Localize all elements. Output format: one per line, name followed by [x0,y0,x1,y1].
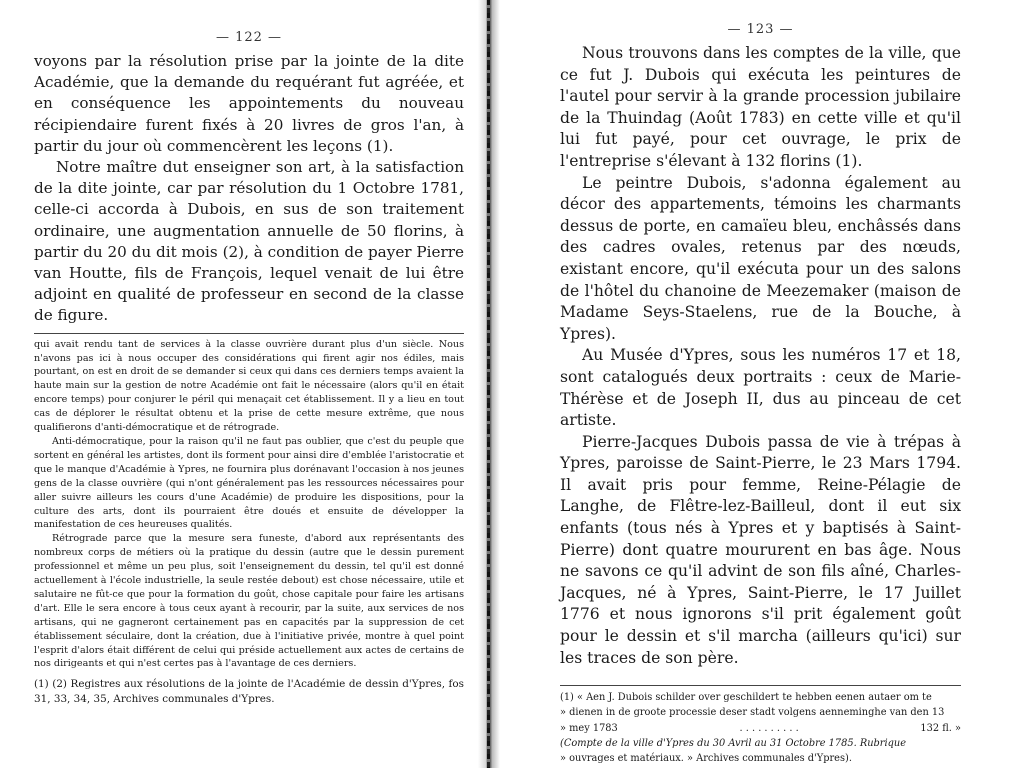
left-note-paragraph-3: Rétrograde parce que la mesure sera funeste, d'abord aux représentants des nombreux corps de métiers où la pratique du dessin (autre que le dessin purement professionnel et même un peu plus, soit l'enseignement du dessin, tel qu'il est donné actuellement à l'école industrielle, la seule restée debout) est chose nécessaire, utile et salutaire ne fût-ce que pour la formation du goût, chose capitale pour faire les artisans d'art. Elle le sera encore à tous ceux ayant à recourir, par la suite, aux services de nos artisans, qui ne gagneront certainement pas en capacités par la suppression de cet établissement séculaire, dont la création, due à l'initiative privée, montre à quel point l'esprit d'alors était différent de celui qui préside actuellement aux actes de certains de nos dirigeants et qui n'est certes pas à l'avantage de ces derniers. [34,533,464,670]
right-paragraph-2: Le peintre Dubois, s'adonna également au décor des appartements, témoins les charmants dessus de porte, en camaïeu bleu, enchâssés dans des cadres ovales, retenus par des nœuds, existant encore, qu'il exécuta pour un des salons de l'hôtel du chanoine de Meezemaker (maison de Madame Seys-Staelens, rue de la Bouche, à Ypres). [560,173,961,343]
right-footnote-line-2: » dienen in de groote processie deser stadt volgens aenneminghe van den 13 [560,707,945,719]
right-footnote [560,690,961,766]
left-footnote [34,677,464,707]
right-body-text [560,43,961,669]
right-paragraph-1: Nous trouvons dans les comptes de la ville, que ce fut J. Dubois qui exécuta les peintures de l'autel pour servir à la grande procession jubilaire de la Thuindag (Août 1783) en cette ville et qu'il lui fut payé, pour cet ouvrage, le prix de l'entreprise s'élevant à 132 florins (1). [560,44,961,170]
left-paragraph-1: voyons par la résolution prise par la jointe de la dite Académie, que la demande du requérant fut agréée, et en conséquence les appointements du nouveau récipiendaire furent fixés à 20 livres de gros l'an, à partir du jour où commencèrent les leçons (1). [34,52,464,155]
left-footnote-rule [34,333,464,334]
right-footnote-line-4: (Compte de la ville d'Ypres du 30 Avril au 31 Octobre 1785. Rubrique [560,737,907,749]
right-footnote-line-1: (1) « Aen J. Dubois schilder over geschildert te hebben eenen autaer om te [560,692,932,704]
right-page-number: — 123 — [727,22,794,37]
right-paragraph-4: Pierre-Jacques Dubois passa de vie à trépas à Ypres, paroisse de Saint-Pierre, le 23 Mars 1794. Il avait pris pour femme, Reine-Pélagie de Langhe, de Flêtre-lez-Bailleul, dont il eut six enfants (tous nés à Ypres et y baptisés à Saint-Pierre) dont quatre moururent en bas âge. Nous ne savons ce qu'il advint de son fils aîné, Charles-Jacques, né à Ypres, Saint-Pierre, le 17 Juillet 1776 et nous ignorons s'il prit également goût pour le dessin et s'il marcha (ailleurs qu'ici) sur les traces de son père. [560,432,961,667]
right-footnote-date: » mey 1783 [560,722,618,734]
left-body-text [34,51,464,327]
left-page-number: — 122 — [215,30,283,45]
left-continued-note [34,338,464,672]
right-page [490,0,1017,768]
right-paragraph-3: Au Musée d'Ypres, sous les numéros 17 et 18, sont catalogués deux portraits : ceux de Marie-Thérèse et de Joseph II, dus au pinceau de cet artiste. [560,346,961,430]
book-gutter [478,0,500,768]
left-footnote-text: (1) (2) Registres aux résolutions de la jointe de l'Académie de dessin d'Ypres, fos 31, 33, 34, 35, Archives communales d'Ypres. [34,678,464,706]
right-footnote-line-5: » ouvrages et matériaux. » Archives communales d'Ypres). [560,753,852,765]
left-page [0,0,490,768]
left-note-paragraph-2: Anti-démocratique, pour la raison qu'il ne faut pas oublier, que c'est du peuple que sortent en général les artistes, dont ils forment pour ainsi dire d'emblée l'aristocratie et que le manque d'Académie à Ypres, ne fournira plus dorénavant l'occasion à nos jeunes gens de la classe ouvrière (qui n'ont généralement pas les ressources nécessaires pour aller suivre ailleurs les cours d'une Académie) de produire les dispositions, pour la culture des arts, dont ils pourraient être doués et ensuite de développer la manifestation de ces heureuses qualités. [34,435,464,531]
right-footnote-leader-dots: . . . . . . . . . . [739,722,799,734]
left-paragraph-2: Notre maître dut enseigner son art, à la satisfaction de la dite jointe, car par résolution du 1 Octobre 1781, celle-ci accorda à Dubois, en sus de son traitement ordinaire, une augmentation annuelle de 50 florins, à partir du 20 du dit mois (2), à condition de payer Pierre van Houtte, fils de François, lequel venait de lui être adjoint en qualité de professeur en second de la classe de figure. [34,158,464,325]
right-footnote-line-3 [560,721,961,736]
left-note-paragraph-1: qui avait rendu tant de services à la classe ouvrière durant plus d'un siècle. Nous n'avons pas ici à nous occuper des considérations qui firent agir nos édiles, mais pourtant, on est en droit de se demander si ceux qui dans ces derniers temps avaient la haute main sur la gestion de notre Académie ont fait le nécessaire (alors qu'il en était encore temps) pour conjurer le péril qui menaçait cet établissement. Il y a lieu en tout cas de déplorer le résultat obtenu et la prise de cette mesure extrême, que nous qualifierons d'anti-démocratique et de rétrograde. [34,338,464,434]
right-footnote-amount: 132 fl. » [920,722,961,734]
right-footnote-rule [560,685,961,686]
